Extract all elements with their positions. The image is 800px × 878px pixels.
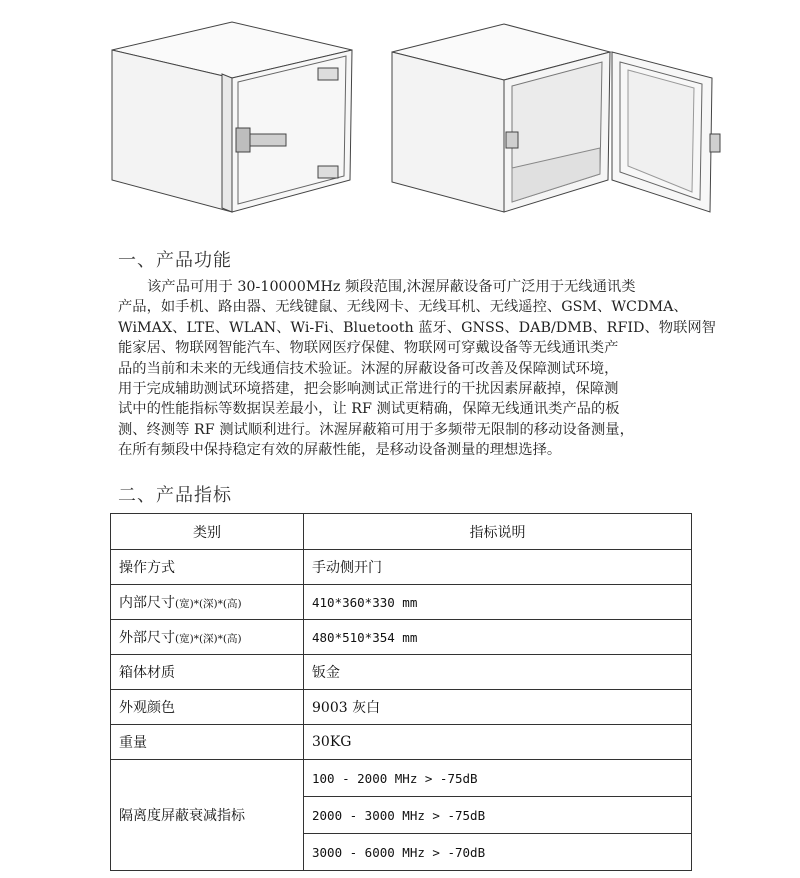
- row-value: 钣金: [304, 655, 692, 690]
- row-value: 30KG: [304, 725, 692, 760]
- closed-box-drawing: [112, 22, 352, 212]
- row-label-text: 操作方式: [119, 560, 175, 576]
- features-paragraph: [118, 277, 716, 461]
- paragraph-line: 用于完成辅助测试环境搭建，把会影响测试正常进行的干扰因素屏蔽掉，保障测: [118, 381, 619, 398]
- paragraph-line: 测、终测等 RF 测试顺利进行。沐渥屏蔽箱可用于多频带无限制的移动设备测量，: [118, 421, 634, 438]
- row-label-text: 重量: [119, 735, 147, 751]
- header-category: 类别: [111, 514, 304, 550]
- row-value: 手动侧开门: [304, 550, 692, 585]
- row-label-text: 内部尺寸: [119, 595, 175, 611]
- attenuation-label: 隔离度屏蔽衰减指标: [111, 760, 304, 871]
- row-label: [111, 655, 304, 690]
- row-label: [111, 585, 304, 620]
- row-label-note: (宽)*(深)*(高): [175, 633, 242, 645]
- table-row: [111, 550, 692, 585]
- paragraph-line: 在所有频段中保持稳定有效的屏蔽性能，是移动设备测量的理想选择。: [118, 442, 562, 459]
- paragraph-line: 品的当前和未来的无线通信技术验证。沐渥的屏蔽设备可改善及保障测试环境，: [118, 360, 619, 377]
- row-value: 9003 灰白: [304, 690, 692, 725]
- table-row: [111, 690, 692, 725]
- paragraph-line: 产品，如手机、路由器、无线键鼠、无线网卡、无线耳机、无线遥控、GSM、WCDMA、: [118, 299, 688, 316]
- paragraph-line: WiMAX、LTE、WLAN、Wi-Fi、Bluetooth 蓝牙、GNSS、DAB/DMB、RFID、物联网智: [118, 319, 716, 336]
- header-description: 指标说明: [304, 514, 692, 550]
- table-row: [111, 585, 692, 620]
- attenuation-value: 3000 - 6000 MHz > -70dB: [304, 834, 692, 871]
- section-title-specs: 二、产品指标: [118, 485, 232, 506]
- specs-table: [110, 513, 692, 871]
- paragraph-line: 试中的性能指标等数据误差最小，让 RF 测试更精确，保障无线通讯类产品的板: [118, 401, 620, 418]
- row-value: 410*360*330 mm: [304, 585, 692, 620]
- row-label: [111, 620, 304, 655]
- row-label: [111, 550, 304, 585]
- row-label-text: 外观颜色: [119, 700, 175, 716]
- table-row: [111, 725, 692, 760]
- row-label: [111, 725, 304, 760]
- paragraph-line: 能家居、物联网智能汽车、物联网医疗保健、物联网可穿戴设备等无线通讯类产: [118, 340, 619, 357]
- table-row: [111, 620, 692, 655]
- attenuation-value: 100 - 2000 MHz > -75dB: [304, 760, 692, 797]
- paragraph-line: 该产品可用于 30-10000MHz 频段范围,沐渥屏蔽设备可广泛用于无线通讯类: [147, 279, 636, 295]
- table-header-row: [111, 514, 692, 550]
- row-label-text: 箱体材质: [119, 665, 175, 681]
- open-box-drawing: [392, 24, 720, 212]
- row-label: [111, 690, 304, 725]
- table-row: [111, 760, 692, 797]
- product-illustrations: [0, 8, 800, 230]
- attenuation-value: 2000 - 3000 MHz > -75dB: [304, 797, 692, 834]
- row-label-note: (宽)*(深)*(高): [175, 598, 242, 610]
- section-title-features: 一、产品功能: [118, 250, 232, 271]
- row-value: 480*510*354 mm: [304, 620, 692, 655]
- row-label-text: 外部尺寸: [119, 630, 175, 646]
- table-row: [111, 655, 692, 690]
